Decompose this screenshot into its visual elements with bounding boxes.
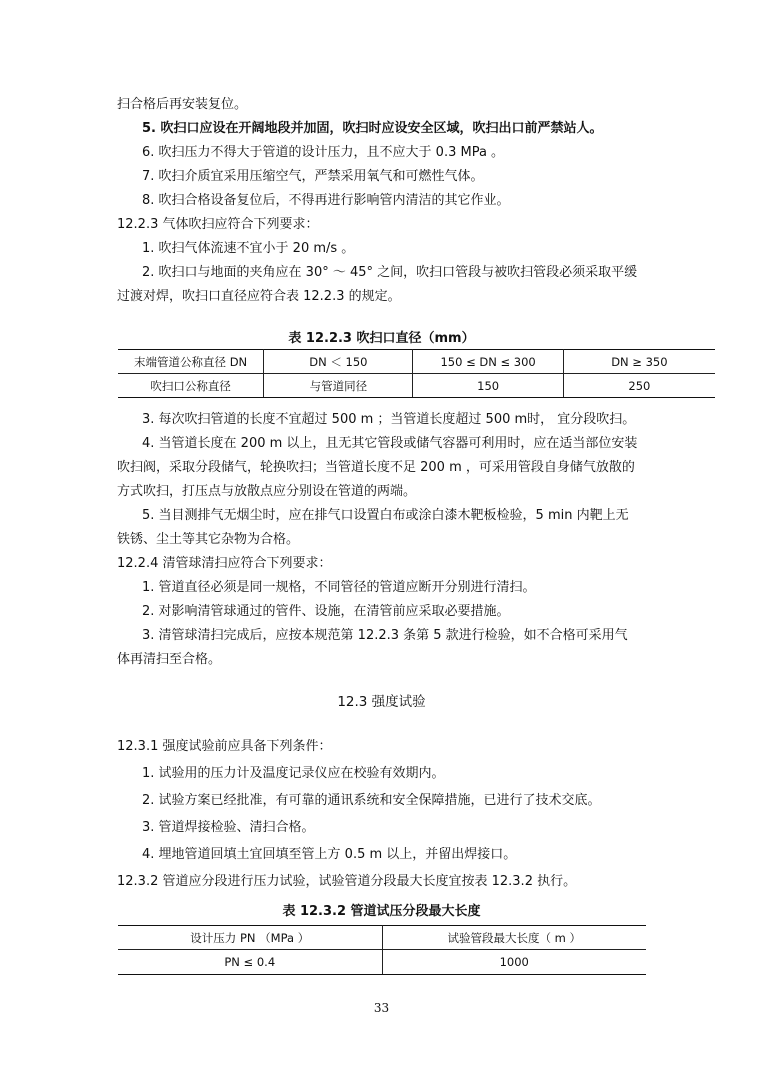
clause-heading: 12.3.2 管道应分段进行压力试验，试验管道分段最大长度宜按表 12.3.2 执行。 [117, 874, 577, 889]
pressure-test-segment-table [118, 925, 646, 975]
text-line: 5. 吹扫口应设在开阔地段并加固，吹扫时应设安全区域，吹扫出口前严禁站人。 [142, 121, 603, 136]
page-number: 33 [373, 1001, 390, 1015]
text-line: 1. 吹扫气体流速不宜小于 20 m/s 。 [142, 241, 355, 256]
text-line: 6. 吹扫压力不得大于管道的设计压力，且不应大于 0.3 MPa 。 [142, 145, 505, 160]
text-line: 3. 管道焊接检验、清扫合格。 [142, 820, 315, 835]
table-cell: DN ≥ 350 [563, 350, 715, 374]
text-line: 2. 试验方案已经批准，有可靠的通讯系统和安全保障措施，已进行了技术交底。 [142, 793, 601, 808]
text-line: 3. 清管球清扫完成后，应按本规范第 12.2.3 条第 5 款进行检验，如不合格可采用气 [142, 628, 628, 643]
text-line: 7. 吹扫介质宜采用压缩空气，严禁采用氧气和可燃性气体。 [142, 169, 484, 184]
table-row [118, 950, 646, 975]
text-line: 铁锈、尘土等其它杂物为合格。 [117, 532, 300, 547]
text-line: 2. 对影响清管球通过的管件、设施，在清管前应采取必要措施。 [142, 604, 510, 619]
text-line: 方式吹扫，打压点与放散点应分别设在管道的两端。 [117, 484, 417, 499]
table-cell: 1000 [382, 950, 646, 975]
table-cell: 150 ≤ DN ≤ 300 [413, 350, 563, 374]
text-line: 过渡对焊，吹扫口直径应符合表 12.2.3 的规定。 [117, 289, 401, 304]
table-cell: 设计压力 PN （MPa ） [118, 926, 382, 950]
table-row [118, 374, 715, 398]
section-title: 12.3 强度试验 [337, 694, 426, 710]
text-line: 3. 每次吹扫管道的长度不宜超过 500 m ；当管道长度超过 500 m时， 宜分段吹扫。 [142, 412, 636, 427]
blow-port-diameter-table [118, 349, 715, 398]
table-header-row [118, 926, 646, 950]
table-header-row [118, 350, 715, 374]
table-cell: 吹扫口公称直径 [118, 374, 264, 398]
text-line: 扫合格后再安装复位。 [117, 97, 248, 112]
table-cell: 250 [563, 374, 715, 398]
text-line: 体再清扫至合格。 [117, 652, 222, 667]
table-cell: 与管道同径 [264, 374, 413, 398]
text-line: 4. 当管道长度在 200 m 以上，且无其它管段或储气容器可利用时，应在适当部位安装 [142, 436, 638, 451]
text-line: 1. 试验用的压力计及温度记录仪应在校验有效期内。 [142, 766, 445, 781]
table-caption: 表 12.2.3 吹扫口直径（mm） [288, 331, 475, 346]
text-line: 吹扫阀，采取分段储气，轮换吹扫；当管道长度不足 200 m ，可采用管段自身储气放散的 [117, 460, 635, 475]
text-line: 8. 吹扫合格设备复位后，不得再进行影响管内清洁的其它作业。 [142, 193, 510, 208]
text-line: 4. 埋地管道回填土宜回填至管上方 0.5 m 以上，并留出焊接口。 [142, 847, 517, 862]
text-line: 5. 当目测排气无烟尘时，应在排气口设置白布或涂白漆木靶板检验，5 min 内靶上无 [142, 508, 629, 523]
table-cell: PN ≤ 0.4 [118, 950, 382, 975]
table-cell: DN ＜ 150 [264, 350, 413, 374]
text-line: 2. 吹扫口与地面的夹角应在 30° ～ 45° 之间，吹扫口管段与被吹扫管段必须采取平缓 [142, 265, 638, 280]
clause-heading: 12.3.1 强度试验前应具备下列条件： [117, 739, 332, 754]
table-cell: 试验管段最大长度（ m ） [382, 926, 646, 950]
text-line: 1. 管道直径必须是同一规格，不同管径的管道应断开分别进行清扫。 [142, 580, 536, 595]
table-caption: 表 12.3.2 管道试压分段最大长度 [282, 904, 481, 919]
clause-heading: 12.2.4 清管球清扫应符合下列要求： [117, 556, 332, 571]
table-cell: 末端管道公称直径 DN [118, 350, 264, 374]
table-cell: 150 [413, 374, 563, 398]
clause-heading: 12.2.3 气体吹扫应符合下列要求： [117, 217, 319, 232]
